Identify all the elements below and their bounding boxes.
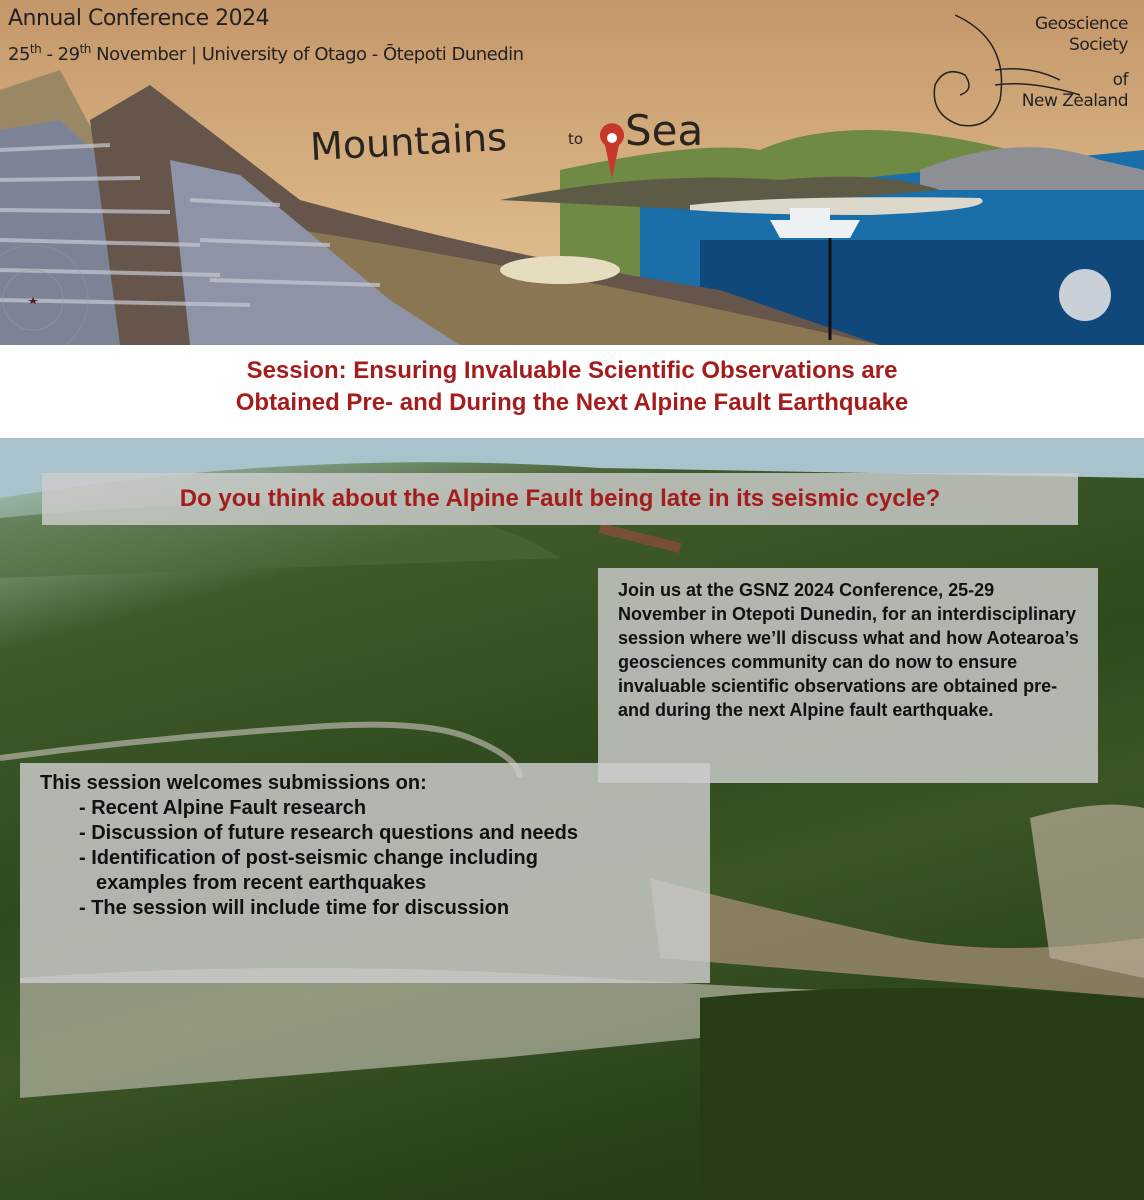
theme-mountains: Mountains: [308, 114, 508, 170]
session-invitation: Join us at the GSNZ 2024 Conference, 25-29 November in Otepoti Dunedin, for an interdisciplinary session where we’ll discuss what and how Aotearoa’s geosciences community can do now to ensure invaluable scientific observations are obtained pre- and during the next Alpine fault earthquake.: [598, 568, 1098, 783]
date-sep: -: [41, 44, 58, 65]
theme-to: to: [568, 130, 584, 148]
submission-topic: - Recent Alpine Fault research: [79, 797, 367, 819]
session-title-line: Obtained Pre- and During the Next Alpine Fault Earthquake: [235, 389, 909, 416]
date-start: 25: [8, 44, 30, 65]
society-line: Geoscience: [1035, 14, 1128, 34]
theme-sea: Sea: [625, 106, 704, 155]
date-end: 29: [57, 44, 80, 65]
society-line: of: [1112, 70, 1128, 90]
conference-banner: [0, 0, 1144, 345]
question-banner: Do you think about the Alpine Fault being late in its seismic cycle?: [42, 473, 1078, 525]
session-title-line: Session: Ensuring Invaluable Scientific Observations are: [246, 357, 898, 384]
date-end-sup: th: [79, 42, 91, 56]
submission-topic: - The session will include time for discussion: [79, 897, 510, 919]
date-location: November | University of Otago - Ōtepoti Dunedin: [90, 44, 524, 65]
society-line: Society: [1069, 35, 1128, 55]
date-start-sup: th: [29, 42, 42, 56]
conference-dates: [8, 42, 524, 65]
alpine-fault-photo: [0, 438, 1144, 1200]
submission-topic: - Identification of post-seismic change including: [79, 847, 538, 869]
submissions-box: [20, 763, 710, 983]
society-line: New Zealand: [1021, 91, 1128, 111]
submissions-heading: This session welcomes submissions on:: [40, 772, 427, 794]
fossil-icon: [500, 256, 620, 284]
conference-title: Annual Conference 2024: [8, 6, 270, 31]
ammonite-icon: [1059, 269, 1111, 321]
society-name: [1008, 14, 1128, 112]
submission-topic: examples from recent earthquakes: [96, 872, 427, 894]
session-title: [0, 345, 1144, 438]
submission-topic: - Discussion of future research questions and needs: [79, 822, 579, 844]
